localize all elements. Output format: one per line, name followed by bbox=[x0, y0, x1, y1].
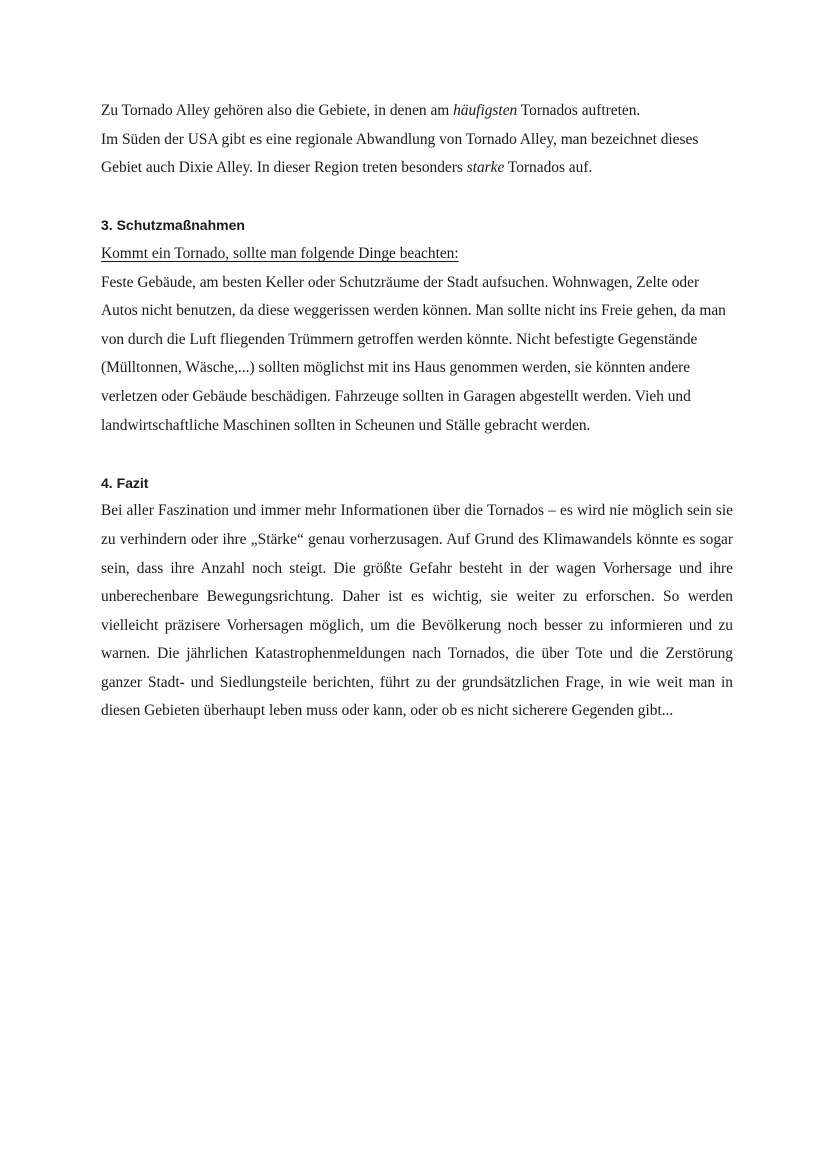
section-heading-schutzmassnahmen: 3. Schutzmaßnahmen bbox=[101, 217, 245, 234]
section3-subheading bbox=[101, 240, 733, 269]
spacer bbox=[101, 440, 733, 469]
section4-body: Bei aller Faszination und immer mehr Informationen über die Tornados – es wird nie möglich sein sie zu verhindern oder ihre „Stärke“ genau vorherzusagen. Auf Grund des Klimawandels könnte es sogar sein, dass ihre Anzahl noch steigt. Die größte Gefahr besteht in der wagen Vorhersage und ihre unberechenbare Bewegungsrichtung. Daher ist es wichtig, sie weiter zu erforschen. So werden vielleicht präzisere Vorhersagen möglich, um die Bevölkerung noch besser zu informieren und zu warnen. Die jährlichen Katastrophenmeldungen nach Tornados, die über Tote und die Zerstörung ganzer Stadt- und Siedlungsteile berichten, führt zu der grundsätzlichen Frage, in wie weit man in diesen Gebieten überhaupt leben muss oder kann, oder ob es nicht sicherere Gegenden gibt... bbox=[101, 502, 733, 720]
intro-line1-emphasis: häufigsten bbox=[453, 102, 518, 119]
section-heading-fazit: 4. Fazit bbox=[101, 474, 149, 491]
intro-line2-emphasis: starke bbox=[466, 159, 505, 177]
intro-line1-text: Zu Tornado Alley gehören also die Gebiete, in denen am bbox=[101, 102, 454, 119]
intro-paragraph bbox=[101, 97, 733, 183]
intro-line2-text: Im Süden der USA gibt es eine regionale Abwandlung von Tornado Alley, man bezeichnet dieses Gebiet auch Dixie Alley. In dieser Region treten besonders bbox=[101, 130, 699, 177]
document-body bbox=[101, 97, 733, 726]
intro-line2-end: Tornados auf. bbox=[504, 159, 593, 177]
section3-subheading-text: Kommt ein Tornado, sollte man folgende Dinge beachten: bbox=[101, 244, 459, 262]
section3-body: Feste Gebäude, am besten Keller oder Schutzräume der Stadt aufsuchen. Wohnwagen, Zelte oder Autos nicht benutzen, da diese weggerissen werden können. Man sollte nicht ins Freie gehen, da man von durch die Luft fliegenden Trümmern getroffen werden könnte. Nicht befestigte Gegenstände (Mülltonnen, Wäsche,...) sollten möglichst mit ins Haus genommen werden, sie könnten andere verletzen oder Gebäude beschädigen. Fahrzeuge sollten in Garagen abgestellt werden. Vieh und landwirtschaftliche Maschinen sollten in Scheunen und Ställe gebracht werden. bbox=[101, 273, 726, 434]
intro-line1-end: Tornados auftreten. bbox=[517, 102, 641, 119]
spacer bbox=[101, 183, 733, 212]
